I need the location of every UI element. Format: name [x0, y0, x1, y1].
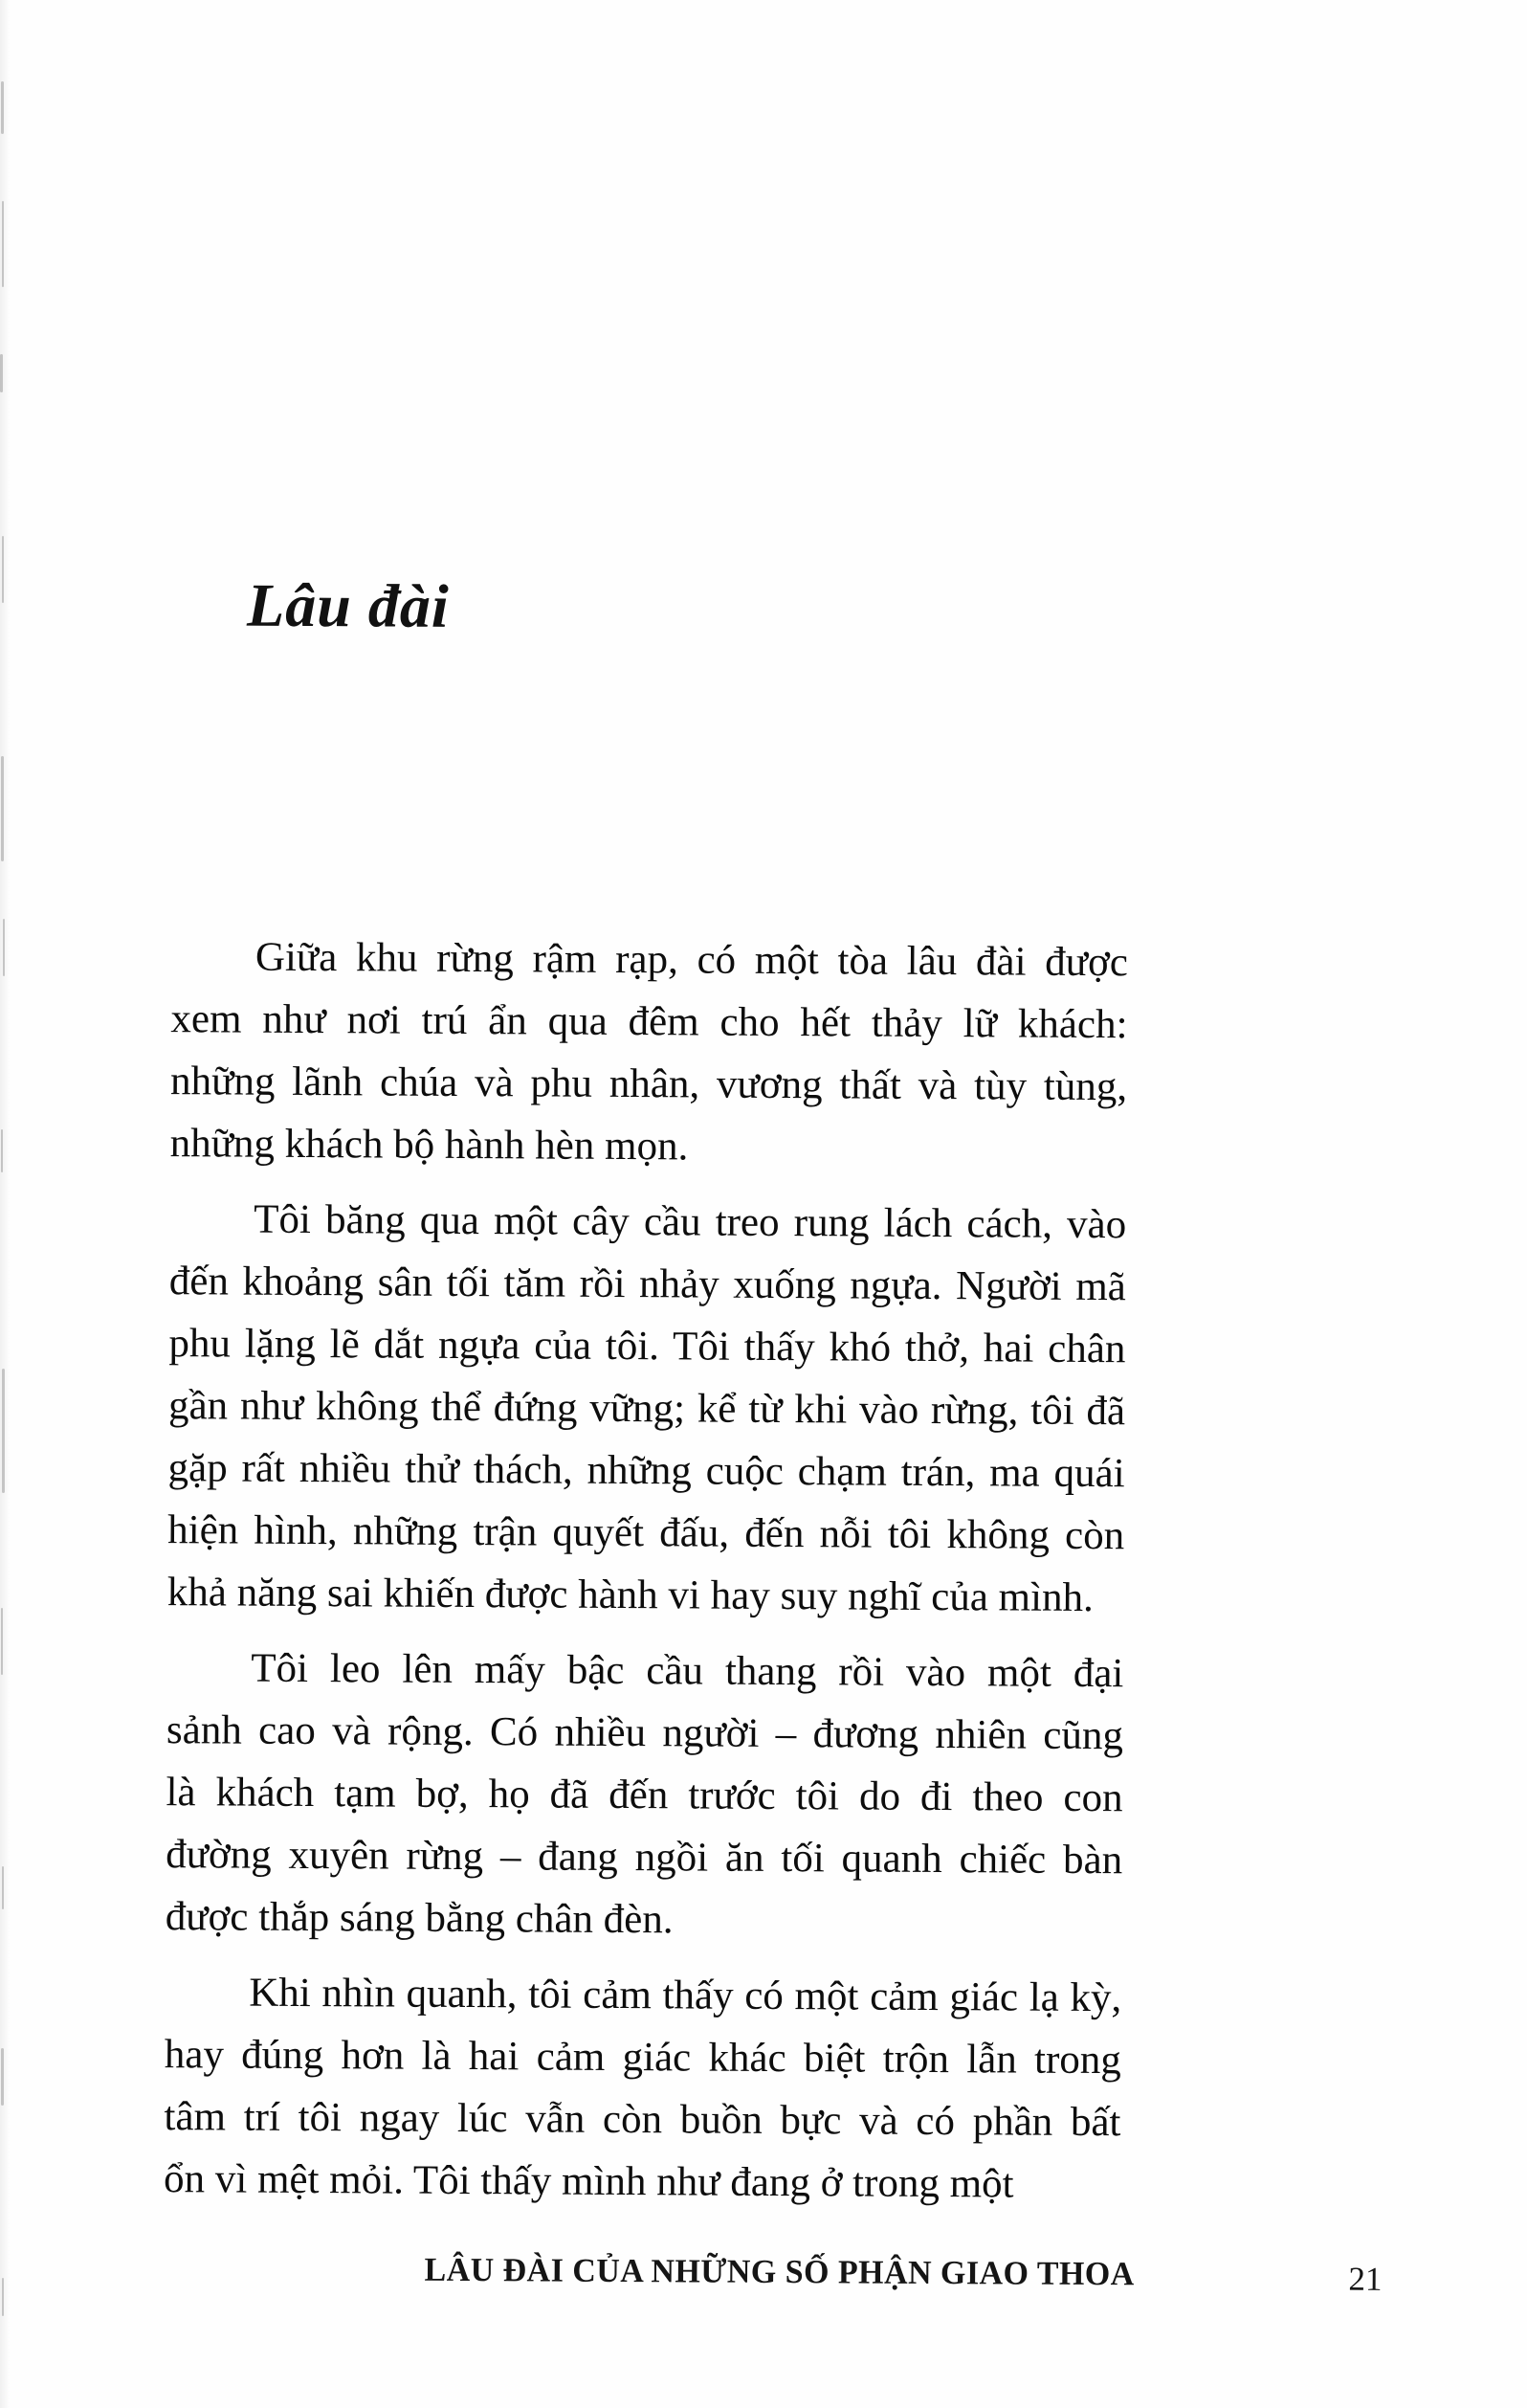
- chapter-title: Lâu đài: [246, 570, 450, 640]
- body-line: được thắp sáng bằng chân đèn.: [165, 1894, 674, 1943]
- body-line: Khi nhìn quanh, tôi cảm thấy có một cảm giác lạ kỳ,: [249, 1970, 1122, 2021]
- body-line: là khách tạm bợ, họ đã đến trước tôi do đi theo con: [166, 1770, 1123, 1821]
- body-line: những lãnh chúa và phu nhân, vương thất và tùy tùng,: [169, 1059, 1128, 1110]
- body-line: khả năng sai khiến được hành vi hay suy nghĩ của mình.: [166, 1570, 1094, 1621]
- body-line: sảnh cao và rộng. Có nhiều người – đương nhiên cũng: [166, 1707, 1124, 1759]
- paragraph: [170, 925, 1129, 1180]
- body-line: xem như nơi trú ẩn qua đêm cho hết thảy lữ khách:: [170, 996, 1128, 1048]
- text-block: [164, 925, 1128, 2216]
- paragraph: [167, 1188, 1127, 1629]
- body-line: đường xuyên rừng – đang ngồi ăn tối quanh chiếc bàn: [166, 1832, 1123, 1884]
- body-line: những khách bộ hành hèn mọn.: [169, 1121, 689, 1170]
- body-line: phu lặng lẽ dắt ngựa của tôi. Tôi thấy khó thở, hai chân: [168, 1321, 1126, 1372]
- body-line: Tôi băng qua một cây cầu treo rung lách cách, vào: [254, 1196, 1127, 1248]
- body-line: hay đúng hơn là hai cảm giác khác biệt trộn lẫn trong: [164, 2032, 1122, 2084]
- body-line: ổn vì mệt mỏi. Tôi thấy mình như đang ở trong một: [163, 2156, 1014, 2207]
- running-footer-title: LÂU ĐÀI CỦA NHỮNG SỐ PHẬN GIAO THOA: [424, 2250, 1135, 2293]
- body-line: Tôi leo lên mấy bậc cầu thang rồi vào một đại: [251, 1645, 1124, 1697]
- page-number: 21: [1348, 2260, 1383, 2298]
- body-line: gặp rất nhiều thử thách, những cuộc chạm trán, ma quái: [167, 1445, 1125, 1497]
- body-line: Giữa khu rừng rậm rạp, có một tòa lâu đài được: [254, 934, 1129, 986]
- paragraph: [166, 1637, 1124, 1953]
- paragraph: [164, 1961, 1122, 2216]
- body-line: gần như không thể đứng vững; kể từ khi vào rừng, tôi đã: [167, 1383, 1126, 1435]
- body-line: hiện hình, những trận quyết đấu, đến nỗi tôi không còn: [167, 1507, 1125, 1559]
- body-line: tâm trí tôi ngay lúc vẫn còn buồn bực và có phần bất: [164, 2094, 1121, 2146]
- body-line: đến khoảng sân tối tăm rồi nhảy xuống ngựa. Người mã: [168, 1259, 1126, 1310]
